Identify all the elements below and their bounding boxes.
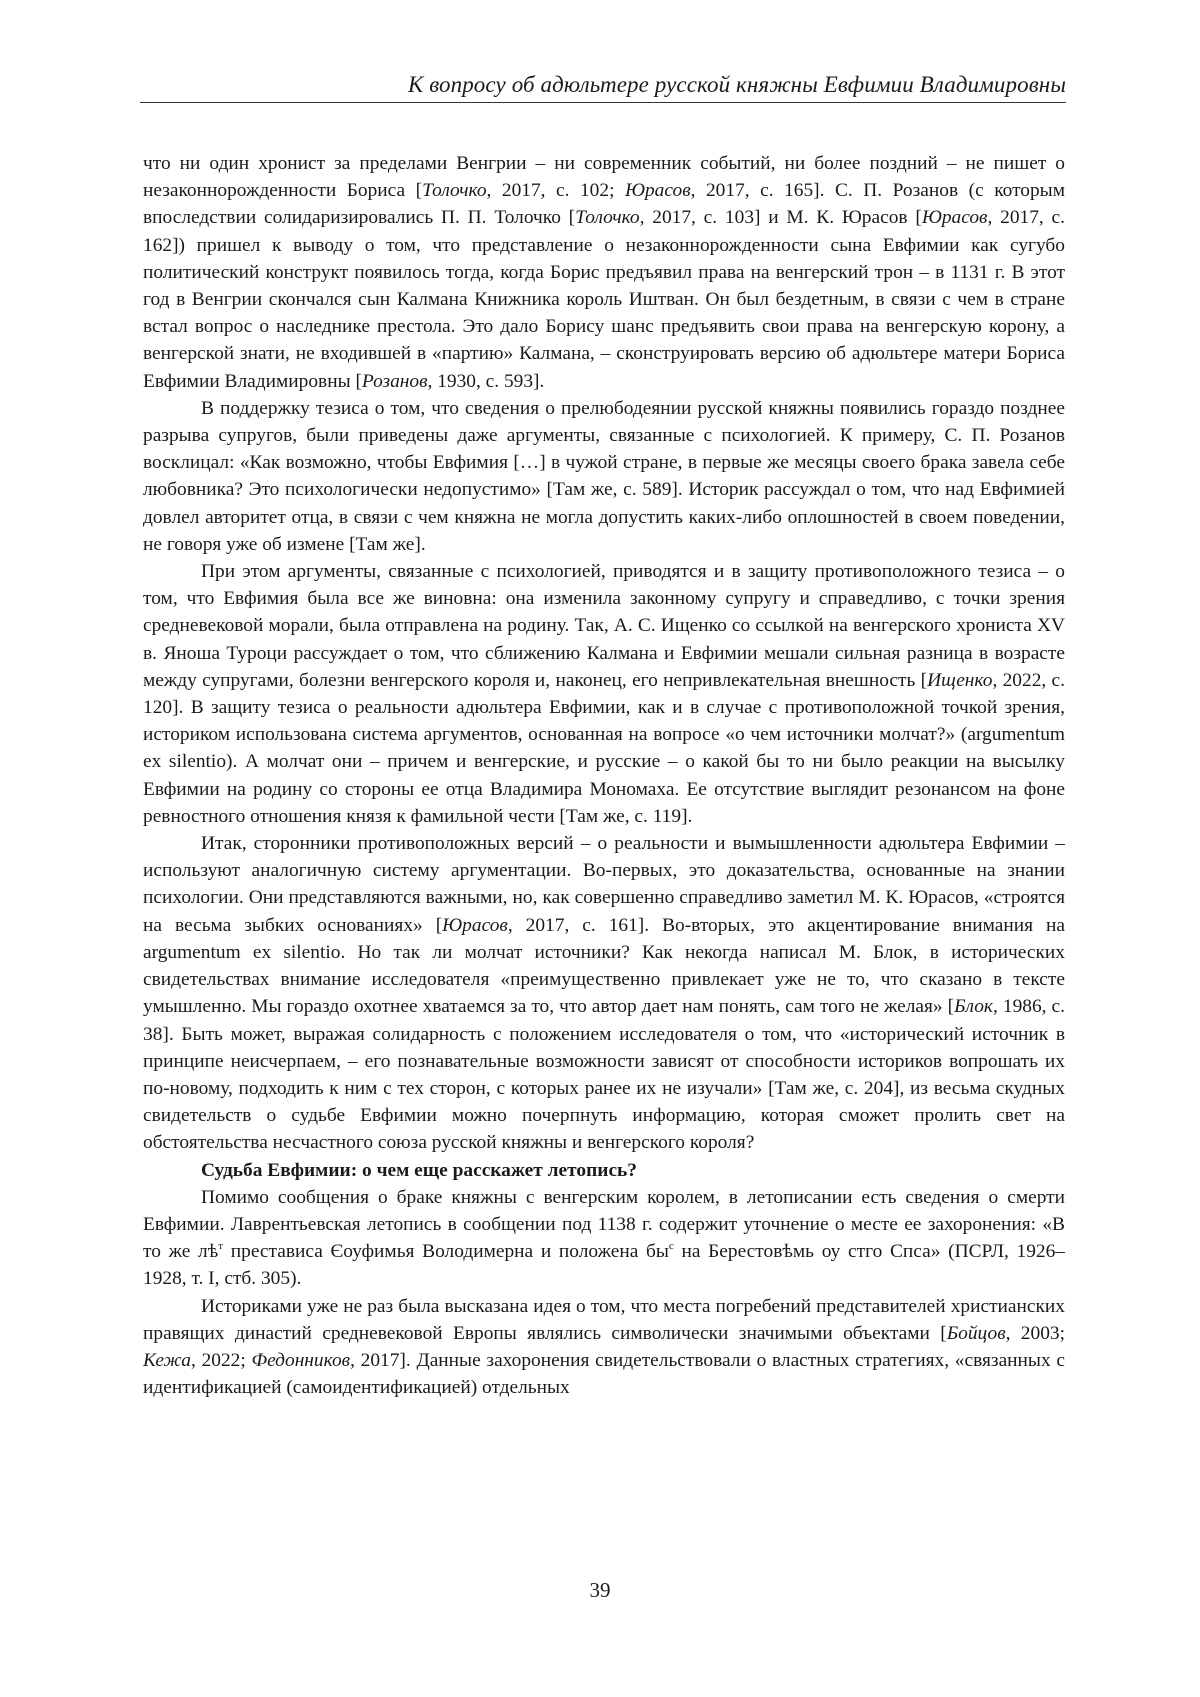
text-run: , 1986, с. 38]. Быть может, выражая солидарность с положением исследователя о том, что «исторический источник в принципе неисчерпаем, – его познавательные возможности зависят от способности историков вопрошать их по-новому, подходить к ним с тех сторон, с которых ранее их не изучали» [Там же, с. 204], из весьма скудных свидетельств о судьбе Евфимии можно почерпнуть информацию, которая сможет пролить свет на обстоятельства несчастного союза русской княжны и венгерского короля?	[143, 996, 1065, 1153]
citation-author: Юрасов	[442, 915, 508, 936]
citation-author: Розанов	[362, 371, 428, 392]
page-number: 39	[0, 1578, 1200, 1603]
text-run: , 2003;	[1006, 1323, 1065, 1344]
text-run: , 2017, с. 103] и М. К. Юрасов [	[640, 207, 922, 228]
citation-author: Бойцов	[947, 1323, 1006, 1344]
superscript-letter: т	[218, 1240, 223, 1252]
citation-author: Ищенко	[927, 670, 992, 691]
text-run: на Берестовѣмь оу стго Спса» (ПСРЛ, 1926–1928, т. I, стб. 305).	[143, 1241, 1065, 1289]
text-run: Помимо сообщения о браке княжны с венгерским королем, в летописании есть сведения о смерти Евфимии. Лаврентьевская летопись в сообщении под 1138 г. содержит уточнение о месте ее захоронения: «В то же лѣ	[143, 1187, 1065, 1262]
text-run: престависа Єоуфимья Володимерна и положена бы	[223, 1241, 669, 1262]
text-run: , 1930, с. 593].	[428, 371, 545, 392]
citation-author: Федонников	[251, 1350, 350, 1371]
paragraph	[143, 395, 1065, 558]
paragraph	[143, 150, 1065, 395]
citation-author: Юрасов	[625, 180, 691, 201]
paragraph	[143, 1184, 1065, 1293]
paragraph	[143, 1293, 1065, 1402]
text-run: При этом аргументы, связанные с психологией, приводятся и в защиту противоположного тезиса – о том, что Евфимия была все же виновна: она изменила законному супругу и справедливо, с точки зрения средневековой морали, была отправлена на родину. Так, А. С. Ищенко со ссылкой на венгерского хрониста XV в. Яноша Туроци рассуждает о том, что сближению Калмана и Евфимии мешали сильная разница в возрасте между супругами, болезни венгерского короля и, наконец, его непривлекательная внешность [	[143, 561, 1065, 691]
paragraphs-after-heading	[143, 1184, 1065, 1402]
citation-author: Блок	[954, 996, 993, 1017]
paragraph	[143, 558, 1065, 830]
paragraphs-before-heading	[143, 150, 1065, 1157]
running-head: К вопросу об адюльтере русской княжны Евфимии Владимировны	[140, 72, 1066, 98]
header-rule	[140, 102, 1066, 103]
citation-author: Толочко	[575, 207, 639, 228]
text-run: , 2022, с. 120]. В защиту тезиса о реальности адюльтера Евфимии, как и в случае с противоположной точкой зрения, историком использована система аргументов, основанная на вопросе «о чем источники молчат?» (argumentum ex silentio). А молчат они – причем и венгерские, и русские – о какой бы то ни было реакции на высылку Евфимии на родину со стороны ее отца Владимира Мономаха. Ее отсутствие выглядит резонансом на фоне ревностного отношения князя к фамильной чести [Там же, с. 119].	[143, 670, 1065, 827]
superscript-letter: с	[669, 1240, 674, 1252]
text-run: , 2017, с. 165]. С. П. Розанов (с которым впоследствии солидаризировались П. П. Толочко [	[143, 180, 1065, 228]
text-run: В поддержку тезиса о том, что сведения о прелюбодеянии русской княжны появились гораздо позднее разрыва супругов, были приведены даже аргументы, связанные с психологией. К примеру, С. П. Розанов восклицал: «Как возможно, чтобы Евфимия […] в чужой стране, в первые же месяцы своего брака завела себе любовника? Это психологически недопустимо» [Там же, с. 589]. Историк рассуждал о том, что над Евфимией довлел авторитет отца, в связи с чем княжна не могла допустить каких-либо оплошностей в своем поведении, не говоря уже об измене [Там же].	[143, 398, 1065, 555]
article-body	[143, 150, 1065, 1401]
citation-author: Кежа	[143, 1350, 191, 1371]
text-run: что ни один хронист за пределами Венгрии – ни современник событий, ни более поздний – не пишет о незаконнорожденности Бориса [	[143, 153, 1065, 201]
text-run: Итак, сторонники противоположных версий – о реальности и вымышленности адюльтера Евфимии – используют аналогичную систему аргументации. Во-первых, это доказательства, основанные на знании психологии. Они представляются важными, но, как совершенно справедливо заметил М. К. Юрасов, «строятся на весьма зыбких основаниях» [	[143, 833, 1065, 936]
citation-author: Юрасов	[922, 207, 988, 228]
text-run: , 2017, с. 161]. Во-вторых, это акцентирование внимания на argumentum ex silentio. Но так ли молчат источники? Как некогда написал М. Блок, в исторических свидетельствах внимание исследователя «преимущественно привлекает уже не то, что сказано в тексте умышленно. Мы гораздо охотнее хватаемся за то, что автор дает нам понять, сам того не желая» [	[143, 915, 1065, 1018]
text-run: Историками уже не раз была высказана идея о том, что места погребений представителей христианских правящих династий средневековой Европы являлись символически значимыми объектами [	[143, 1296, 1065, 1344]
citation-author: Толочко	[422, 180, 486, 201]
paragraph	[143, 830, 1065, 1156]
text-run: , 2022;	[191, 1350, 251, 1371]
section-heading: Судьба Евфимии: о чем еще расскажет летопись?	[143, 1157, 1065, 1184]
text-run: , 2017, с. 162]) пришел к выводу о том, что представление о незаконнорожденности сына Евфимии как сугубо политический конструкт появилось тогда, когда Борис предъявил права на венгерский трон – в 1131 г. В этот год в Венгрии скончался сын Калмана Книжника король Иштван. Он был бездетным, в связи с чем в стране встал вопрос о наследнике престола. Это дало Борису шанс предъявить свои права на венгерскую корону, а венгерской знати, не входившей в «партию» Калмана, – сконструировать версию об адюльтере матери Бориса Евфимии Владимировны [	[143, 207, 1065, 391]
text-run: , 2017]. Данные захоронения свидетельствовали о властных стратегиях, «связанных с идентификацией (самоидентификацией) отдельных	[143, 1350, 1065, 1398]
text-run: , 2017, с. 102;	[487, 180, 625, 201]
